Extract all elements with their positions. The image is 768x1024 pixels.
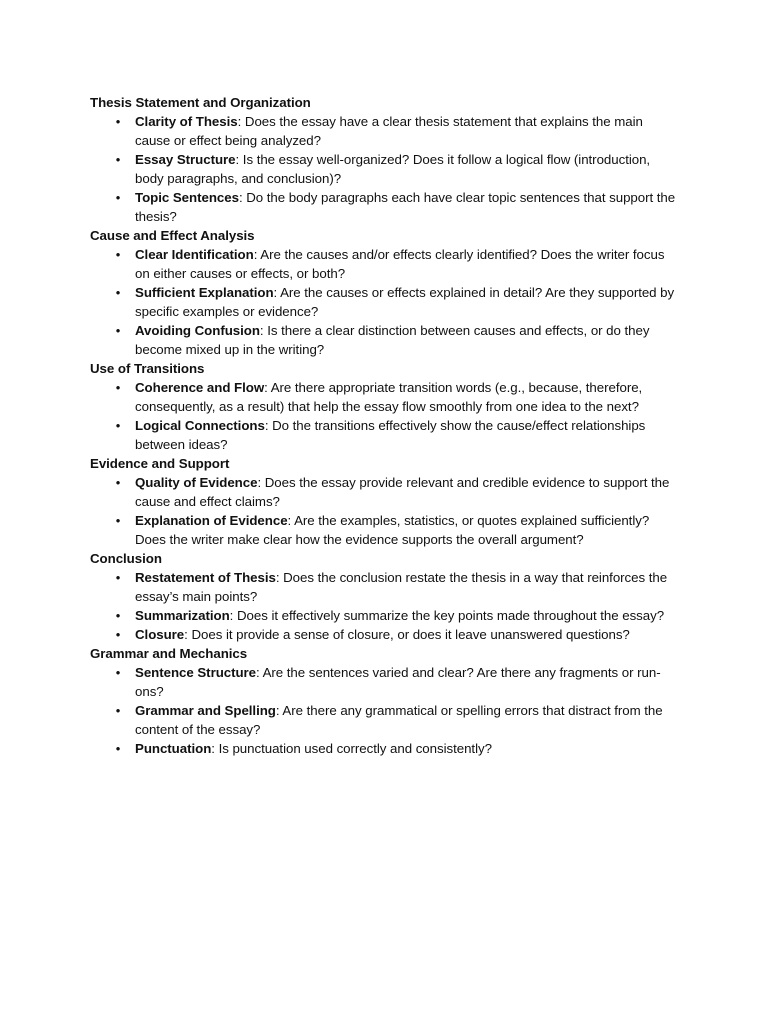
section-cause-effect-analysis: [90, 226, 680, 359]
section-grammar-mechanics: [90, 644, 680, 758]
section-heading: Use of Transitions: [90, 361, 205, 376]
criteria-list: [90, 378, 680, 454]
criterion-text: : Are the causes or effects explained in detail? Are they supported by specific examples or evidence?: [135, 285, 675, 319]
list-item: [115, 112, 680, 150]
criterion-text: : Does the essay provide relevant and credible evidence to support the cause and effect claims?: [135, 475, 670, 509]
criterion-term: Topic Sentences: [135, 190, 239, 205]
bullet-icon: •: [115, 513, 121, 528]
list-item: [115, 663, 680, 701]
criterion-text: : Does the essay have a clear thesis statement that explains the main cause or effect being analyzed?: [135, 114, 643, 148]
bullet-icon: •: [115, 418, 121, 433]
bullet-icon: •: [115, 152, 121, 167]
criterion-text: : Is the essay well-organized? Does it follow a logical flow (introduction, body paragraphs, and conclusion)?: [135, 152, 651, 186]
section-conclusion: [90, 549, 680, 644]
bullet-icon: •: [115, 114, 121, 129]
bullet-icon: •: [115, 665, 121, 680]
list-item: [115, 625, 680, 644]
section-heading: Grammar and Mechanics: [90, 646, 248, 661]
list-item: [115, 416, 680, 454]
list-item: [115, 283, 680, 321]
section-heading: Cause and Effect Analysis: [90, 228, 255, 243]
criterion-term: Clear Identification: [135, 247, 254, 262]
list-item: [115, 321, 680, 359]
criterion-term: Essay Structure: [135, 152, 236, 167]
bullet-icon: •: [115, 247, 121, 262]
list-item: [115, 150, 680, 188]
criterion-text: : Is punctuation used correctly and consistently?: [211, 741, 492, 756]
bullet-icon: •: [115, 380, 121, 395]
criterion-text: : Are the examples, statistics, or quotes explained sufficiently? Does the writer make clear how the evidence supports the overall argument?: [135, 513, 650, 547]
list-item: [115, 511, 680, 549]
criterion-term: Sufficient Explanation: [135, 285, 274, 300]
criteria-list: [90, 568, 680, 644]
criterion-term: Summarization: [135, 608, 230, 623]
criterion-term: Quality of Evidence: [135, 475, 258, 490]
criterion-term: Avoiding Confusion: [135, 323, 260, 338]
criterion-text: : Do the transitions effectively show the cause/effect relationships between ideas?: [135, 418, 646, 452]
criterion-text: : Does it effectively summarize the key points made throughout the essay?: [229, 608, 665, 623]
criterion-term: Clarity of Thesis: [135, 114, 238, 129]
bullet-icon: •: [115, 475, 121, 490]
bullet-icon: •: [115, 323, 121, 338]
criterion-term: Punctuation: [135, 741, 212, 756]
criteria-list: [90, 473, 680, 549]
section-heading: Evidence and Support: [90, 456, 230, 471]
criterion-term: Explanation of Evidence: [135, 513, 288, 528]
criterion-term: Grammar and Spelling: [135, 703, 276, 718]
bullet-icon: •: [115, 627, 121, 642]
list-item: [115, 606, 680, 625]
criterion-text: : Are the causes and/or effects clearly identified? Does the writer focus on either causes or effects, or both?: [135, 247, 665, 281]
section-evidence-support: [90, 454, 680, 549]
bullet-icon: •: [115, 570, 121, 585]
criteria-list: [90, 112, 680, 226]
bullet-icon: •: [115, 703, 121, 718]
criterion-term: Sentence Structure: [135, 665, 257, 680]
criterion-text: : Do the body paragraphs each have clear topic sentences that support the thesis?: [135, 190, 676, 224]
criteria-list: [90, 245, 680, 359]
criterion-term: Closure: [135, 627, 185, 642]
list-item: [115, 701, 680, 739]
section-thesis-organization: [90, 93, 680, 226]
bullet-icon: •: [115, 190, 121, 205]
criterion-term: Coherence and Flow: [135, 380, 265, 395]
section-use-of-transitions: [90, 359, 680, 454]
list-item: [115, 378, 680, 416]
section-heading: Conclusion: [90, 551, 162, 566]
section-heading: Thesis Statement and Organization: [90, 95, 311, 110]
document-content: [90, 93, 680, 758]
list-item: [115, 568, 680, 606]
list-item: [115, 739, 680, 758]
list-item: [115, 245, 680, 283]
criteria-list: [90, 663, 680, 758]
list-item: [115, 188, 680, 226]
list-item: [115, 473, 680, 511]
criterion-text: : Is there a clear distinction between causes and effects, or do they become mixed up in the writing?: [135, 323, 650, 357]
criterion-text: : Does the conclusion restate the thesis in a way that reinforces the essay’s main points?: [135, 570, 668, 604]
criterion-text: : Are there any grammatical or spelling errors that distract from the content of the essay?: [135, 703, 663, 737]
criterion-text: : Does it provide a sense of closure, or does it leave unanswered questions?: [184, 627, 630, 642]
criterion-text: : Are the sentences varied and clear? Are there any fragments or run-ons?: [135, 665, 661, 699]
criterion-term: Restatement of Thesis: [135, 570, 276, 585]
bullet-icon: •: [115, 285, 121, 300]
bullet-icon: •: [115, 741, 121, 756]
criterion-text: : Are there appropriate transition words (e.g., because, therefore, consequently, as a result) that help the essay flow smoothly from one idea to the next?: [135, 380, 643, 414]
criterion-term: Logical Connections: [135, 418, 265, 433]
bullet-icon: •: [115, 608, 121, 623]
